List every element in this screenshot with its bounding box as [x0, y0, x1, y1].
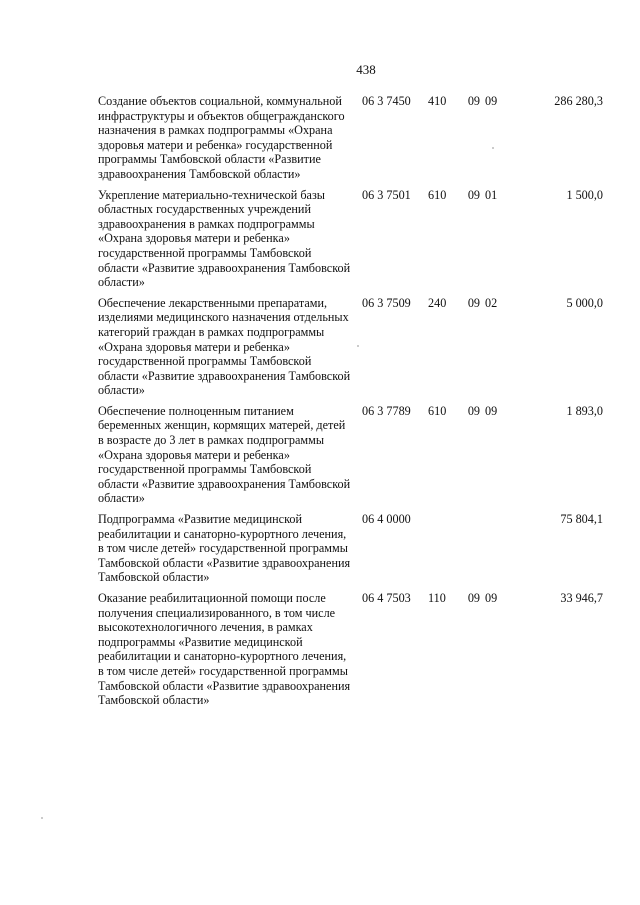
- row-expense-type: 610: [428, 187, 447, 202]
- scan-speck: [357, 345, 359, 347]
- row-section: 09: [467, 94, 480, 108]
- budget-table-body: [98, 94, 603, 714]
- row-amount: 5 000,0: [566, 295, 603, 310]
- row-name: Подпрограмма «Развитие медицинской реабилитации и санаторно-курортного лечения, в том числе детей» государственной программы Тамбовской области «Развитие здравоохранения Тамбовской области»: [98, 512, 351, 585]
- row-subsection: 02: [485, 295, 498, 310]
- row-name: Оказание реабилитационной помощи после получения специализированного, в том числе высокотехнологичного лечения, в рамках подпрограммы «Развитие медицинской реабилитации и санаторно-курортного лечения, в том числе детей» государственной программы Тамбовской области «Развитие здравоохранения Тамбовской области»: [98, 591, 351, 708]
- table-row: [98, 296, 603, 404]
- page-number: 438: [356, 62, 376, 77]
- table-row: [98, 591, 603, 714]
- row-section: 09: [467, 403, 480, 418]
- table-row: [98, 188, 603, 296]
- row-amount: 33 946,7: [560, 591, 603, 605]
- row-name: Укрепление материально-технической базы областных государственных учреждений здравоохранения в рамках подпрограммы «Охрана здоровья матери и ребенка» государственной программы Тамбовской области «Развитие здравоохранения Тамбовской области»: [98, 187, 351, 290]
- row-section: 09: [467, 187, 480, 202]
- row-subsection: 09: [485, 94, 498, 108]
- table-row: [98, 512, 603, 591]
- row-amount: 1 500,0: [566, 187, 603, 202]
- row-name: Обеспечение полноценным питанием беременных женщин, кормящих матерей, детей в возрасте до 3 лет в рамках подпрограммы «Охрана здоровья матери и ребенка» государственной программы Тамбовской области «Развитие здравоохранения Тамбовской области»: [98, 403, 351, 506]
- row-expense-type: 240: [428, 295, 447, 310]
- row-target-code: 06 4 0000: [362, 512, 411, 527]
- row-section: 09: [467, 591, 480, 605]
- scan-speck: [41, 817, 43, 819]
- row-subsection: 09: [485, 591, 498, 605]
- row-section: 09: [467, 295, 480, 310]
- budget-table: [98, 94, 603, 714]
- row-name: Создание объектов социальной, коммунальной инфраструктуры и объектов общегражданского назначения в рамках подпрограммы «Охрана здоровья матери и ребенка» государственной программы Тамбовской области «Развитие здравоохранения Тамбовской области»: [98, 94, 345, 181]
- row-section: [460, 512, 485, 591]
- row-expense-type: 610: [428, 403, 447, 418]
- row-target-code: 06 3 7509: [362, 295, 411, 310]
- row-expense-type: [428, 512, 460, 591]
- row-subsection: 01: [485, 187, 498, 202]
- row-target-code: 06 4 7503: [362, 591, 411, 605]
- row-subsection: [485, 512, 509, 591]
- row-amount: 286 280,3: [554, 94, 603, 108]
- row-target-code: 06 3 7789: [362, 403, 411, 418]
- table-row: [98, 404, 603, 512]
- row-amount: 75 804,1: [560, 512, 603, 527]
- row-subsection: 09: [485, 403, 498, 418]
- scan-speck: [492, 147, 494, 149]
- row-name: Обеспечение лекарственными препаратами, изделиями медицинского назначения отдельных категорий граждан в рамках подпрограммы «Охрана здоровья матери и ребенка» государственной программы Тамбовской области «Развитие здравоохранения Тамбовской области»: [98, 295, 351, 398]
- row-target-code: 06 3 7450: [362, 94, 411, 108]
- row-expense-type: 110: [428, 591, 446, 605]
- row-expense-type: 410: [428, 94, 447, 108]
- row-amount: 1 893,0: [566, 403, 603, 418]
- row-target-code: 06 3 7501: [362, 187, 411, 202]
- table-row: [98, 94, 603, 188]
